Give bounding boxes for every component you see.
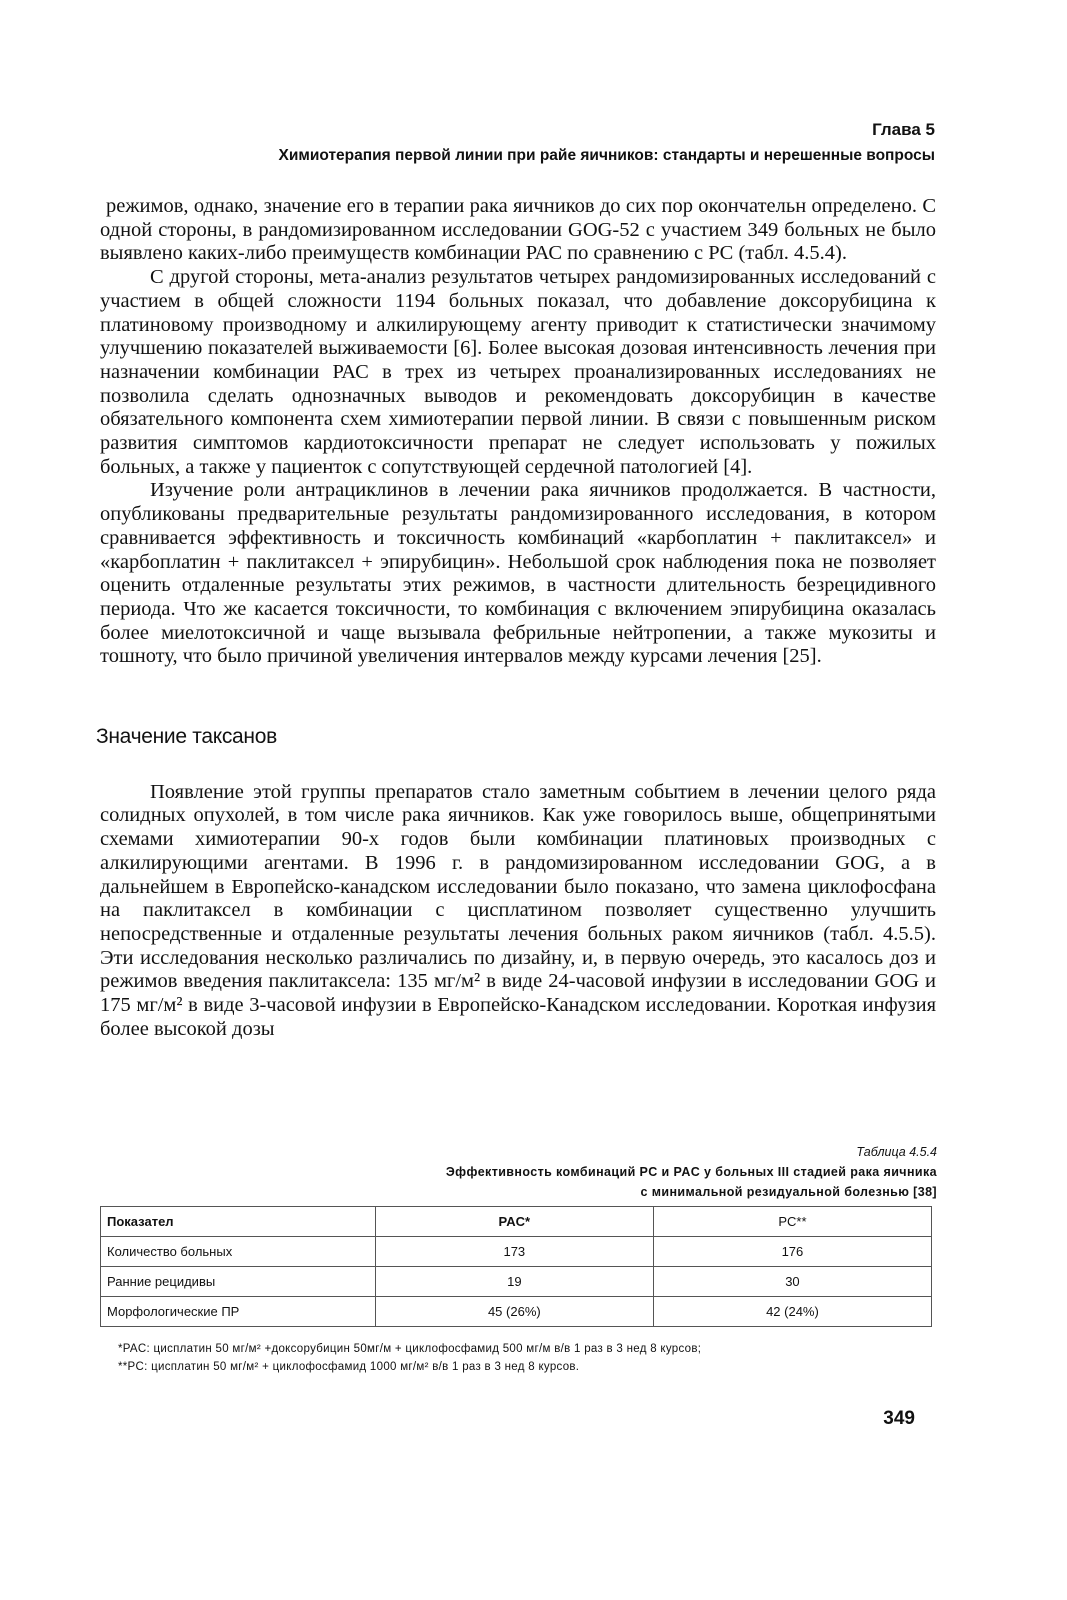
chapter-label: Глава 5 — [872, 120, 935, 139]
section-title: Значение таксанов — [96, 725, 277, 749]
row-label: Количество больных — [101, 1237, 376, 1267]
table-row — [101, 1297, 932, 1327]
paragraph-2: С другой стороны, мета-анализ результатов четырех рандомизированных исследований с участием в общей сложности 1194 больных показал, что добавление доксорубицина к платиновому производному и алкилирующему агенту приводит к статистически значимому улучшению показателей выживаемости [6]. Более высокая дозовая интенсивность лечения при назначении комбинации РАС в трех из четырех проанализированных исследованиях не позволила сделать однозначных выводов и рекомендовать доксорубицин в качестве обязательного компонента схем химиотерапии первой линии. В связи с повышенным риском развития симптомов кардиотоксичности препарат не следует использовать у пожилых больных, а также у пациенток с сопутствующей сердечной патологией [4]. — [100, 266, 936, 478]
footnote-pac: *PAC: цисплатин 50 мг/м² +доксорубицин 50мг/м + циклофосфамид 500 мг/м в/в 1 раз в 3 нед 8 курсов; — [118, 1343, 702, 1355]
row-label: Морфологические ПР — [101, 1297, 376, 1327]
footnote-pc: **PC: цисплатин 50 мг/м² + циклофосфамид 1000 мг/м² в/в 1 раз в 3 нед 8 курсов. — [118, 1361, 580, 1373]
header-pc: PC** — [653, 1207, 931, 1237]
running-header — [279, 118, 935, 168]
results-table — [100, 1206, 932, 1327]
table-title-line1: Эффективность комбинаций PC и PAC у больных III стадией рака яичника — [445, 1165, 937, 1179]
chapter-subtitle: Химиотерапия первой линии при райе яичников: стандарты и нерешенные вопросы — [278, 147, 935, 164]
header-indicator: Показател — [101, 1207, 376, 1237]
table-header-row — [101, 1207, 932, 1237]
table-number: Таблица 4.5.4 — [856, 1145, 937, 1159]
paragraph-3: Изучение роли антрациклинов в лечении рака яичников продолжается. В частности, опубликованы предварительные результаты рандомизированного исследования, в котором сравнивается эффективность и токсичность комбинаций «карбоплатин + паклитаксел» и «карбоплатин + паклитаксел + эпирубицин». Небольшой срок наблюдения пока не позволяет оценить отдаленные результаты этих режимов, в частности длительность безрецидивного периода. Что же касается токсичности, то комбинация с включением эпирубицина оказалась более миелотоксичной и чаще вызывала фебрильные нейтропении, а также мукозиты и тошноту, что было причиной увеличения интервалов между курсами лечения [25]. — [100, 479, 936, 668]
table-row — [101, 1267, 932, 1297]
header-pac: PAC* — [375, 1207, 653, 1237]
body-text — [96, 195, 936, 1042]
table-title-line2: с минимальной резидуальной болезнью [38] — [640, 1185, 937, 1199]
page-number: 349 — [883, 1408, 915, 1429]
cell-pc: 30 — [653, 1267, 931, 1297]
cell-pc: 42 (24%) — [653, 1297, 931, 1327]
cell-pac: 45 (26%) — [375, 1297, 653, 1327]
table-caption — [446, 1142, 937, 1202]
paragraph-4: Появление этой группы препаратов стало заметным событием в лечении целого ряда солидных опухолей, в том числе рака яичников. Как уже говорилось выше, общепринятыми схемами химиотерапии 90-х годов были комбинации платиновых производных с алкилирующими агентами. В 1996 г. в рандомизированном исследовании GOG, а в дальнейшем в Европейско-канадском исследовании было показано, что замена циклофосфана на паклитаксел в комбинации с цисплатином позволяет существенно улучшить непосредственные и отдаленные результаты лечения больных раком яичников (табл. 4.5.5). Эти исследования несколько различались по дизайну, и, в первую очередь, это касалось доз и режимов введения паклитаксела: 135 мг/м² в виде 24-часовой инфузии в исследовании GOG и 175 мг/м² в виде 3-часовой инфузии в Европейско-Канадском исследовании. Короткая инфузия более высокой дозы — [100, 780, 936, 1040]
paragraph-1: режимов, однако, значение его в терапии рака яичников до сих пор окончательн определено. С одной стороны, в рандомизированном исследовании GOG-52 с участием 349 больных не было выявлено каких-либо преимуществ комбинации РАС по сравнению с PC (табл. 4.5.4). — [100, 195, 936, 265]
row-label: Ранние рецидивы — [101, 1267, 376, 1297]
table-footnotes — [118, 1340, 701, 1376]
cell-pac: 19 — [375, 1267, 653, 1297]
cell-pac: 173 — [375, 1237, 653, 1267]
cell-pc: 176 — [653, 1237, 931, 1267]
table-row — [101, 1237, 932, 1267]
